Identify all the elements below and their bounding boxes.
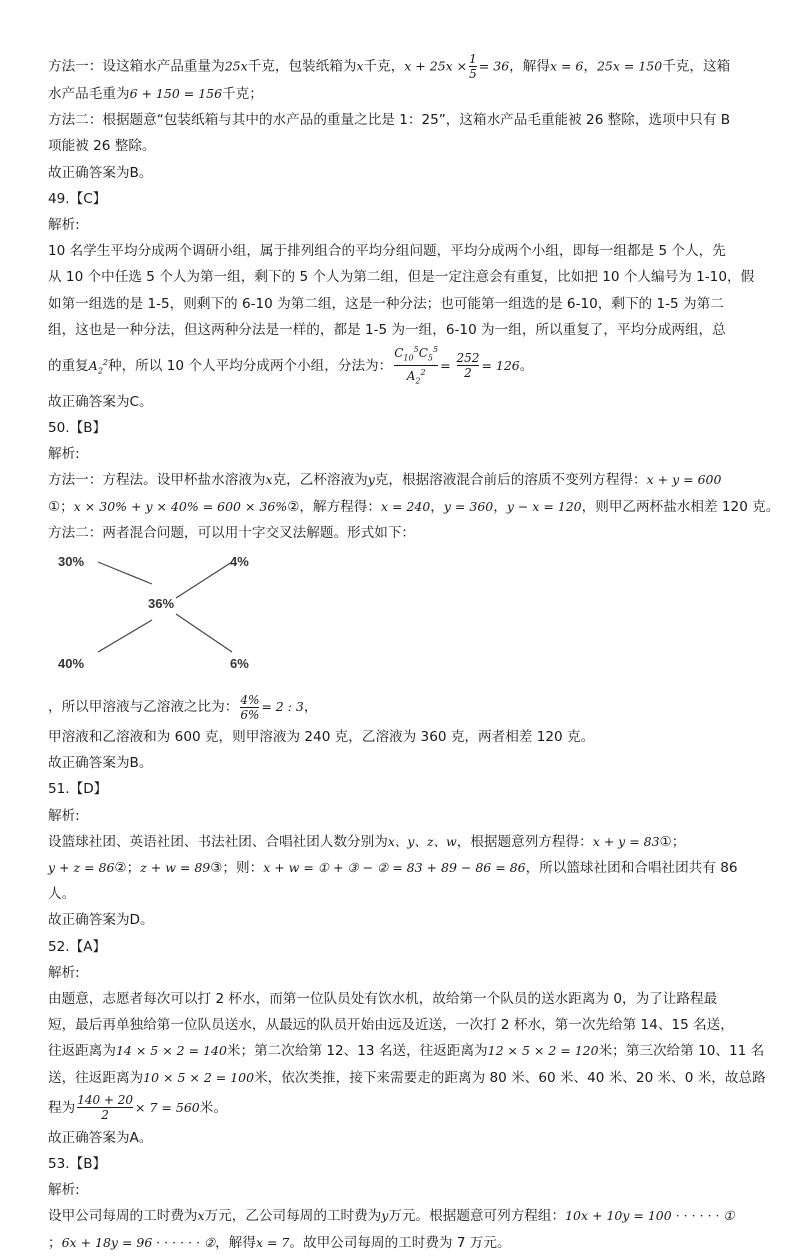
denominator: 6%	[240, 707, 260, 722]
line-bl-center	[98, 620, 152, 652]
text: ①；	[659, 833, 686, 850]
formula: y = 360	[443, 498, 494, 514]
formula: y	[367, 472, 375, 488]
formula: 25x = 150	[596, 58, 663, 74]
q50-line: 甲溶液和乙溶液和为 600 克，则甲溶液为 240 克，乙溶液为 360 克，两者相差 120 克。	[48, 729, 595, 746]
q51-line	[48, 829, 760, 855]
fraction	[77, 1093, 133, 1122]
formula: = 126	[481, 357, 520, 373]
line-method2-cont: 项能被 26 整除。	[48, 138, 156, 155]
text: ②，解方程得：	[287, 498, 381, 515]
formula: x、y、z、w	[387, 833, 457, 849]
numerator: 252	[456, 351, 480, 366]
text: ，解得	[215, 1234, 256, 1251]
question-53-heading: 53.【B】	[48, 1156, 107, 1173]
text: ③；则：	[210, 860, 264, 877]
formula: z + w = 89	[140, 860, 211, 876]
formula: 12 × 5 × 2 = 120	[487, 1043, 599, 1059]
text: 方法一：设这箱水产品重量为	[48, 58, 225, 75]
concentration-label: 4%	[230, 554, 249, 570]
q53-line	[48, 1203, 760, 1229]
text: ，	[583, 58, 597, 75]
q49-line: 从 10 个中任选 5 个人为第一组，剩下的 5 个人为第二组，但是一定注意会有重复，比如把 10 个人编号为 1-10，假	[48, 269, 755, 286]
solution-page	[48, 52, 780, 1256]
denominator: 2	[457, 365, 480, 380]
text: 克，乙杯溶液为	[272, 472, 368, 489]
formula: x + y = 83	[592, 833, 660, 849]
concentration-label: 6%	[230, 656, 249, 672]
denominator: 5	[469, 67, 477, 81]
formula: x = 6	[549, 58, 584, 74]
formula: = 36	[478, 58, 510, 74]
answer-51: 故正确答案为D。	[48, 912, 154, 929]
formula: =	[440, 357, 455, 373]
text: 往返距离为	[48, 1043, 116, 1060]
q50-line	[48, 690, 760, 724]
text: ①；	[48, 498, 74, 515]
formula: x + w = ① + ③ − ② = 83 + 89 − 86 = 86	[263, 860, 526, 876]
text: ，解得	[509, 58, 550, 75]
answer-50: 故正确答案为B。	[48, 755, 153, 772]
text: ②；	[114, 860, 141, 877]
text: 。故甲公司每周的工时费为 7 万元。	[289, 1234, 511, 1251]
text: 千克，包装纸箱为	[247, 58, 357, 75]
text: ，则甲乙两杯盐水相差 120 克。	[581, 498, 780, 515]
text: 万元，乙公司每周的工时费为	[204, 1208, 382, 1225]
q49-line	[48, 343, 760, 389]
text: 米，依次类推，接下来需要走的距离为 80 米、60 米、40 米、20 米、0 米，故总路	[254, 1069, 766, 1086]
numerator: 140 + 20	[77, 1093, 134, 1108]
text: 万元。根据题意可列方程组：	[388, 1208, 566, 1225]
line-center-br	[176, 614, 232, 652]
q52-line: 短，最后再单独给第一位队员送水，从最远的队员开始由远及近送，一次打 2 杯水，第一次先给第 14、15 名送，	[48, 1017, 734, 1034]
fraction	[240, 693, 259, 722]
text: 克，根据溶液混合前后的溶质不变列方程得：	[374, 472, 647, 489]
question-51-heading: 51.【D】	[48, 781, 108, 798]
text: 的重复	[48, 357, 89, 374]
question-49-heading: 49.【C】	[48, 190, 107, 207]
text: ；	[48, 1234, 62, 1251]
line-center-tr	[176, 562, 232, 598]
numerator: 4%	[240, 692, 260, 707]
formula: = 2 : 3	[261, 699, 304, 715]
q49-line: 组，这也是一种分法，但这两种分法是一样的，都是 1-5 为一组，6-10 为一组，所以重复了，平均分成两组，总	[48, 321, 726, 338]
answer-49: 故正确答案为C。	[48, 393, 153, 410]
text: 。	[519, 357, 534, 374]
text: 设甲公司每周的工时费为	[48, 1208, 198, 1225]
fraction	[394, 343, 438, 389]
fraction	[457, 351, 480, 380]
formula: 6x + 18y = 96 · · · · · · ②	[61, 1234, 216, 1250]
formula: x × 30% + y × 40% = 600 × 36%	[73, 498, 288, 514]
answer-48: 故正确答案为B。	[48, 164, 153, 181]
text: ，所以篮球社团和合唱社团共有 86	[525, 860, 738, 877]
text: 送，往返距离为	[48, 1069, 144, 1086]
text: 米；第三次给第 10、11 名	[598, 1043, 765, 1060]
analysis-label: 解析:	[48, 446, 80, 463]
denominator: $A_2^2$	[394, 365, 438, 388]
formula: 6 + 150 = 156	[129, 86, 223, 101]
line-method2: 方法二：根据题意“包装纸箱与其中的水产品的重量之比是 1：25”，这箱水产品毛重能被 26 整除，选项中只有 B	[48, 112, 731, 129]
formula: x	[197, 1208, 205, 1224]
q52-line	[48, 1065, 766, 1091]
q49-line: 如第一组选的是 1-5，则剩下的 6-10 为第二组，这是一种分法；也可能第一组选的是 6-10，剩下的 1-5 为第二	[48, 295, 724, 312]
line-tl-center	[98, 562, 152, 584]
cross-lines	[56, 554, 286, 686]
numerator: $C_{10}^5C_5^5$	[394, 345, 439, 363]
formula: 25x	[224, 58, 248, 74]
q49-line: 10 名学生平均分成两个调研小组，属于排列组合的平均分组问题，平均分成两个小组，即每一组都是 5 个人，先	[48, 243, 726, 260]
text: 千克；	[222, 86, 263, 102]
formula: x = 240	[380, 498, 431, 514]
text: 方法一：方程法。设甲杯盐水溶液为	[48, 472, 266, 489]
cross-mixing-diagram	[56, 554, 286, 686]
concentration-label: 30%	[58, 554, 85, 570]
question-52-heading: 52.【A】	[48, 938, 107, 955]
question-50-heading: 50.【B】	[48, 420, 107, 437]
formula: 10x + 10y = 100 · · · · · · ①	[565, 1208, 735, 1224]
text: 设篮球社团、英语社团、书法社团、合唱社团人数分别为	[48, 833, 388, 850]
analysis-label: 解析:	[48, 1182, 80, 1199]
text: 种，所以 10 个人平均分成两个小组，分法为：	[108, 357, 393, 374]
analysis-label: 解析:	[48, 964, 80, 981]
q50-line: ①；x × 30% + y × 40% = 600 × 36%②，解方程得：x = 240，y = 360，y − x = 120，则甲乙两杯盐水相差 120 克。	[48, 498, 780, 515]
q51-line: 人。	[48, 886, 76, 903]
formula: x	[356, 58, 364, 74]
text: ，	[303, 699, 318, 716]
line-method1	[48, 52, 760, 81]
q50-line	[48, 467, 760, 493]
analysis-label: 解析:	[48, 807, 80, 824]
q52-line	[48, 1038, 765, 1064]
formula: x + y = 600	[646, 472, 722, 488]
formula: × 7 = 560	[135, 1099, 200, 1115]
formula: x = 7	[255, 1234, 290, 1250]
line-gross-weight	[48, 81, 760, 107]
formula: y − x = 120	[506, 498, 582, 514]
analysis-label: 解析:	[48, 217, 80, 234]
text: 水产品毛重为	[48, 86, 130, 102]
formula: y + z = 86	[48, 860, 115, 876]
formula: x	[265, 472, 273, 488]
denominator: 2	[77, 1107, 133, 1122]
formula: $A_2^2$	[88, 357, 108, 376]
fraction	[469, 52, 477, 81]
text: ，根据题意列方程得：	[456, 833, 593, 850]
concentration-label: 36%	[148, 596, 175, 612]
text: 程为	[48, 1099, 76, 1116]
formula: 14 × 5 × 2 = 140	[115, 1043, 227, 1059]
answer-52: 故正确答案为A。	[48, 1129, 153, 1146]
q51-line	[48, 855, 760, 881]
text: 千克，这箱	[662, 58, 731, 75]
text: ，所以甲溶液与乙溶液之比为：	[48, 699, 239, 716]
formula: y	[381, 1208, 389, 1224]
numerator: 1	[469, 52, 477, 66]
q52-line: 由题意，志愿者每次可以打 2 杯水，而第一位队员处有饮水机，故给第一个队员的送水距离为 0，为了让路程最	[48, 991, 718, 1008]
q53-line	[48, 1230, 760, 1256]
formula: x + 25x ×	[404, 58, 468, 74]
text: 米；第二次给第 12、13 名送，往返距离为	[226, 1043, 488, 1060]
formula: 10 × 5 × 2 = 100	[143, 1069, 255, 1085]
q50-line: 方法二：两者混合问题，可以用十字交叉法解题。形式如下：	[48, 524, 416, 541]
concentration-label: 40%	[58, 656, 85, 672]
text: 千克，	[363, 58, 405, 75]
text: 米。	[199, 1099, 227, 1116]
q52-line	[48, 1091, 760, 1125]
